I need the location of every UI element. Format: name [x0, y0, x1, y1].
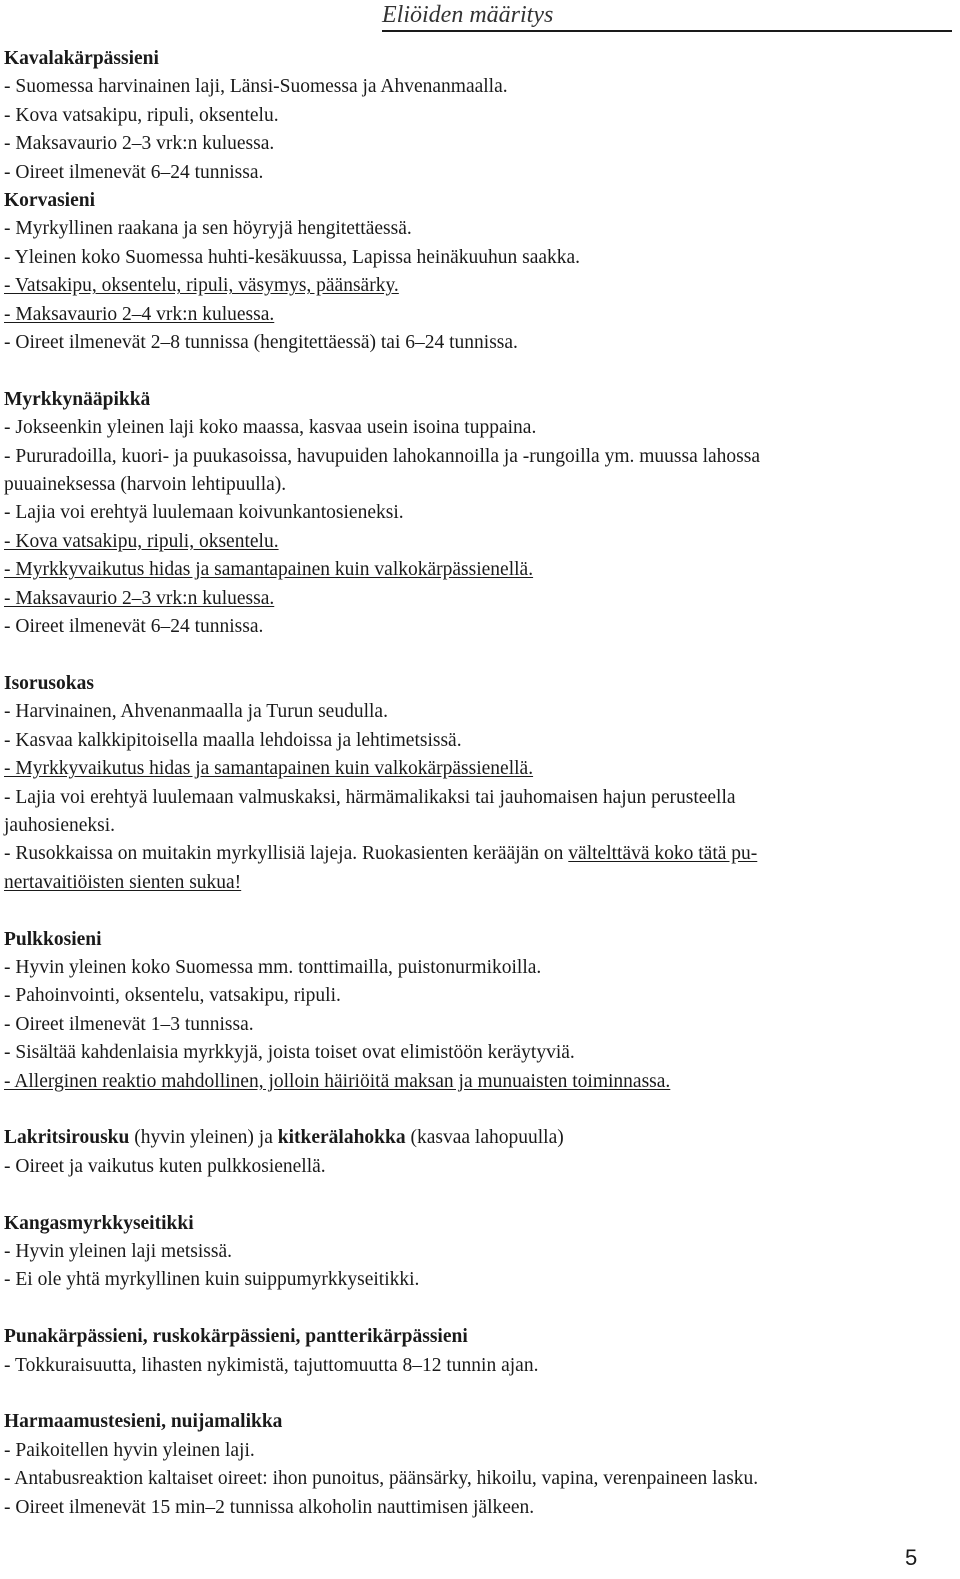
list-item: - Oireet ilmenevät 15 min–2 tunnissa alkoholin nauttimisen jälkeen.	[4, 1496, 535, 1518]
list-item: - Oireet ja vaikutus kuten pulkkosienellä.	[4, 1155, 326, 1177]
list-item: - Paikoitellen hyvin yleinen laji.	[4, 1439, 255, 1461]
section-isorusokas	[4, 670, 950, 897]
section-lakritsirousku	[4, 1124, 950, 1181]
list-item: - Oireet ilmenevät 1–3 tunnissa.	[4, 1013, 254, 1035]
list-item: - Lajia voi erehtyä luulemaan koivunkantosieneksi.	[4, 502, 404, 524]
list-item-continuation: jauhosieneksi.	[4, 814, 116, 836]
list-item: - Kova vatsakipu, ripuli, oksentelu.	[4, 104, 279, 126]
page-number: 5	[905, 1545, 918, 1570]
list-item-underlined: - Myrkkyvaikutus hidas ja samantapainen kuin valkokärpässienellä.	[4, 559, 534, 581]
page-header-title: Eliöiden määritys	[382, 2, 554, 28]
list-item-warning	[4, 840, 950, 868]
list-item: - Sisältää kahdenlaisia myrkkyjä, joista toiset ovat elimistöön keräytyviä.	[4, 1042, 575, 1064]
header-rule	[382, 30, 952, 32]
section-heading: Kangasmyrkkyseitikki	[4, 1212, 194, 1234]
list-item: - Harvinainen, Ahvenanmaalla ja Turun seudulla.	[4, 701, 388, 723]
list-item: - Lajia voi erehtyä luulemaan valmuskaksi, härmämalikaksi tai jauhomaisen hajun perusteella	[4, 786, 736, 808]
section-harmaamustesieni	[4, 1408, 950, 1522]
list-item: - Oireet ilmenevät 6–24 tunnissa.	[4, 616, 264, 638]
heading-note-a: (hyvin yleinen) ja	[129, 1127, 278, 1149]
heading-note-b: (kasvaa lahopuulla)	[405, 1127, 564, 1149]
list-item-underlined: - Maksavaurio 2–4 vrk:n kuluessa.	[4, 303, 275, 325]
list-item: - Oireet ilmenevät 2–8 tunnissa (hengitettäessä) tai 6–24 tunnissa.	[4, 332, 518, 354]
list-item: - Antabusreaktion kaltaiset oireet: ihon punoitus, päänsärky, hikoilu, vapina, verenpaineen lasku.	[4, 1468, 759, 1490]
section-heading: Kavalakärpässieni	[4, 48, 159, 69]
list-item: - Myrkyllinen raakana ja sen höyryjä hengitettäessä.	[4, 218, 412, 240]
list-item: - Pururadoilla, kuori- ja puukasoissa, havupuiden lahokannoilla ja -rungoilla ym. muussa lahossa	[4, 445, 761, 467]
section-kavalakarpassieni	[4, 45, 950, 187]
section-korvasieni	[4, 187, 950, 357]
list-item: - Yleinen koko Suomessa huhti-kesäkuussa, Lapissa heinäkuuhun saakka.	[4, 246, 581, 268]
section-kangasmyrkkyseitikki	[4, 1210, 950, 1295]
heading-species-a: Lakritsirousku	[4, 1127, 130, 1149]
list-item: - Pahoinvointi, oksentelu, vatsakipu, ripuli.	[4, 985, 341, 1007]
section-heading: Isorusokas	[4, 672, 94, 694]
list-item-continuation-underlined: nertavaitiöisten sienten sukua!	[4, 871, 242, 893]
list-item-continuation: puuaineksessa (harvoin lehtipuulla).	[4, 474, 287, 496]
section-heading	[4, 1124, 950, 1152]
list-item-underlined: - Allerginen reaktio mahdollinen, jolloin häiriöitä maksan ja munuaisten toiminnassa.	[4, 1070, 671, 1092]
list-item-underlined: - Vatsakipu, oksentelu, ripuli, väsymys, päänsärky.	[4, 275, 399, 297]
heading-species-b: kitkerälahokka	[277, 1127, 406, 1149]
list-item: - Tokkuraisuutta, lihasten nykimistä, tajuttomuutta 8–12 tunnin ajan.	[4, 1354, 539, 1376]
section-heading: Korvasieni	[4, 190, 95, 212]
section-heading: Pulkkosieni	[4, 928, 102, 950]
list-item: - Kasvaa kalkkipitoisella maalla lehdoissa ja lehtimetsissä.	[4, 729, 462, 751]
list-item: - Jokseenkin yleinen laji koko maassa, kasvaa usein isoina tuppaina.	[4, 417, 537, 439]
document-body	[4, 45, 950, 1522]
list-item: - Suomessa harvinainen laji, Länsi-Suomessa ja Ahvenanmaalla.	[4, 76, 508, 98]
list-item-underlined: - Kova vatsakipu, ripuli, oksentelu.	[4, 530, 279, 552]
warning-text: - Rusokkaissa on muitakin myrkyllisiä lajeja. Ruokasienten kerääjän on	[4, 843, 569, 865]
section-pulkkosieni	[4, 926, 950, 1096]
section-punakarpassieni	[4, 1323, 950, 1380]
section-heading: Myrkkynääpikkä	[4, 388, 151, 410]
list-item: - Hyvin yleinen koko Suomessa mm. tonttimailla, puistonurmikoilla.	[4, 956, 542, 978]
list-item: - Ei ole yhtä myrkyllinen kuin suippumyrkkyseitikki.	[4, 1269, 420, 1291]
list-item: - Oireet ilmenevät 6–24 tunnissa.	[4, 161, 264, 183]
section-heading: Harmaamustesieni, nuijamalikka	[4, 1411, 283, 1433]
list-item: - Maksavaurio 2–3 vrk:n kuluessa.	[4, 133, 275, 155]
list-item: - Hyvin yleinen laji metsissä.	[4, 1240, 233, 1262]
warning-text-underlined: vältelttävä koko tätä pu-	[568, 843, 758, 865]
section-heading: Punakärpässieni, ruskokärpässieni, pantterikärpässieni	[4, 1326, 468, 1348]
section-myrkkynaapikka	[4, 386, 950, 642]
list-item-underlined: - Myrkkyvaikutus hidas ja samantapainen kuin valkokärpässienellä.	[4, 758, 534, 780]
list-item-underlined: - Maksavaurio 2–3 vrk:n kuluessa.	[4, 587, 275, 609]
